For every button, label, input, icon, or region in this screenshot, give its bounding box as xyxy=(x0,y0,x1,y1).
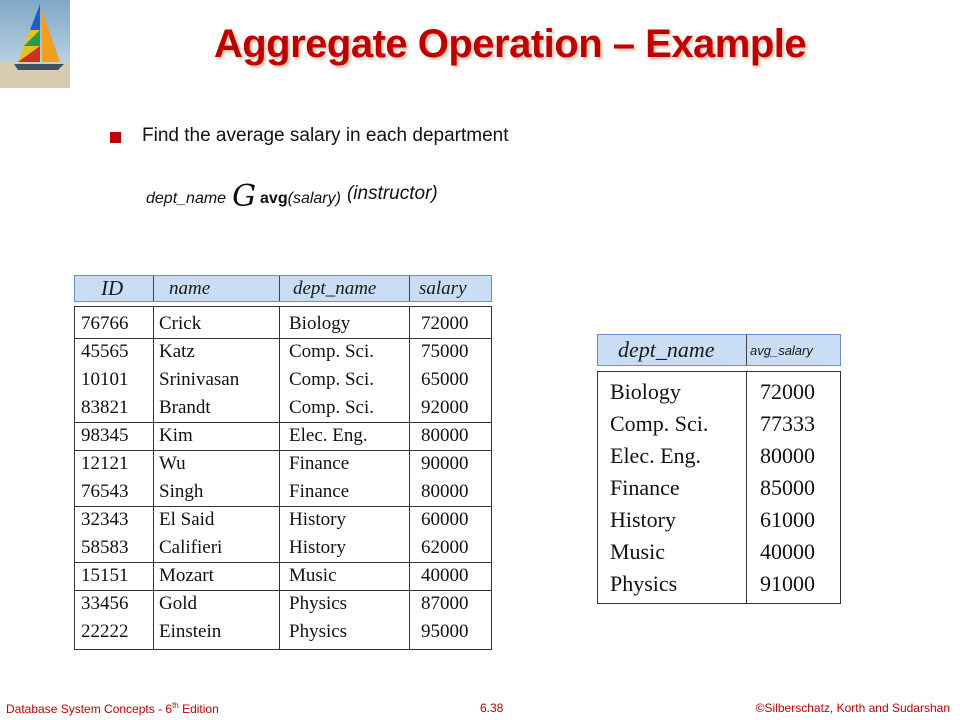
cell-id: 15151 xyxy=(81,565,129,586)
table-row xyxy=(598,442,840,474)
cell-name: Einstein xyxy=(159,621,222,642)
cell-dept: Comp. Sci. xyxy=(289,369,374,390)
footer-book: Database System Concepts - 6 xyxy=(6,702,173,716)
expr-group-attr: dept_name xyxy=(146,190,227,207)
cell-salary: 90000 xyxy=(421,453,469,474)
result-table xyxy=(597,371,841,604)
table-row xyxy=(598,410,840,442)
cell-name: Crick xyxy=(159,313,202,334)
expr-relation: (instructor) xyxy=(346,183,438,204)
table-row xyxy=(75,479,491,507)
cell-avg-salary: 61000 xyxy=(760,507,815,532)
cell-dept: History xyxy=(289,509,346,530)
res-col-dept: dept_name xyxy=(618,337,715,362)
cell-name: Brandt xyxy=(159,397,211,418)
cell-name: Califieri xyxy=(159,537,223,558)
expr-agg-func: avg xyxy=(260,190,288,207)
instructor-table xyxy=(74,306,492,650)
cell-avg-salary: 72000 xyxy=(760,379,815,404)
table-row xyxy=(75,423,491,451)
cell-dept: Physics xyxy=(289,621,348,642)
cell-dept: History xyxy=(289,537,346,558)
cell-salary: 80000 xyxy=(421,481,469,502)
cell-name: Mozart xyxy=(159,565,214,586)
table-row xyxy=(75,591,491,619)
cell-dept: Physics xyxy=(610,571,678,596)
table-row xyxy=(598,506,840,538)
cell-id: 22222 xyxy=(81,621,129,642)
cell-dept: Finance xyxy=(289,481,350,502)
table-row xyxy=(75,339,491,367)
instructor-table-header xyxy=(74,275,492,302)
cell-dept: Biology xyxy=(289,313,351,334)
table-row xyxy=(75,451,491,479)
cell-salary: 87000 xyxy=(421,593,469,614)
cell-avg-salary: 40000 xyxy=(760,539,815,564)
table-row xyxy=(75,395,491,423)
cell-salary: 95000 xyxy=(421,621,469,642)
cell-dept: Elec. Eng. xyxy=(289,425,368,446)
cell-avg-salary: 80000 xyxy=(760,443,815,468)
cell-avg-salary: 77333 xyxy=(760,411,815,436)
cell-avg-salary: 85000 xyxy=(760,475,815,500)
cell-dept: History xyxy=(610,507,676,532)
cell-id: 76766 xyxy=(81,313,129,334)
cell-id: 33456 xyxy=(81,593,129,614)
res-col-avg: avg_salary xyxy=(750,342,813,358)
cell-id: 32343 xyxy=(81,509,129,530)
cell-dept: Physics xyxy=(289,593,348,614)
cell-name: El Said xyxy=(159,509,215,530)
cell-dept: Finance xyxy=(289,453,350,474)
inst-col-dept: dept_name xyxy=(293,277,377,299)
cell-name: Srinivasan xyxy=(159,369,240,390)
cell-salary: 72000 xyxy=(421,313,469,334)
table-row xyxy=(598,538,840,570)
aggregate-expression xyxy=(146,176,438,214)
cell-salary: 92000 xyxy=(421,397,469,418)
footer-book-title xyxy=(6,701,219,716)
cell-salary: 80000 xyxy=(421,425,469,446)
cell-name: Katz xyxy=(159,341,195,362)
table-row xyxy=(598,474,840,506)
cell-salary: 40000 xyxy=(421,565,469,586)
expr-agg-arg: (salary) xyxy=(287,190,341,207)
table-row xyxy=(598,570,840,602)
result-table-header xyxy=(597,334,841,366)
table-row xyxy=(75,563,491,591)
cell-dept: Music xyxy=(289,565,337,586)
inst-col-name: name xyxy=(169,277,211,299)
cell-name: Wu xyxy=(159,453,186,474)
table-row xyxy=(75,367,491,395)
footer-edition-sup: th xyxy=(172,701,179,710)
slide-title: Aggregate Operation – Example xyxy=(213,22,807,66)
cell-id: 58583 xyxy=(81,537,129,558)
cell-id: 12121 xyxy=(81,453,129,474)
cell-id: 98345 xyxy=(81,425,129,446)
cell-dept: Comp. Sci. xyxy=(289,341,374,362)
cell-dept: Elec. Eng. xyxy=(610,443,702,468)
sailboat-logo-image xyxy=(0,0,70,88)
table-row xyxy=(75,535,491,563)
table-row xyxy=(75,619,491,647)
bullet-square-icon xyxy=(110,132,121,143)
footer-edition-word: Edition xyxy=(178,702,219,716)
cell-name: Gold xyxy=(159,593,197,614)
cell-id: 76543 xyxy=(81,481,129,502)
cell-salary: 65000 xyxy=(421,369,469,390)
bullet-text: Find the average salary in each department xyxy=(142,125,509,146)
cell-dept: Comp. Sci. xyxy=(610,411,709,436)
cell-dept: Biology xyxy=(610,379,681,404)
inst-col-id: ID xyxy=(101,276,124,300)
cell-salary: 60000 xyxy=(421,509,469,530)
cell-avg-salary: 91000 xyxy=(760,571,815,596)
cell-name: Kim xyxy=(159,425,193,446)
cell-dept: Finance xyxy=(610,475,680,500)
inst-col-salary: salary xyxy=(419,277,467,299)
cell-salary: 75000 xyxy=(421,341,469,362)
cell-salary: 62000 xyxy=(421,537,469,558)
cell-dept: Comp. Sci. xyxy=(289,397,374,418)
table-row xyxy=(75,507,491,535)
footer-page-number: 6.38 xyxy=(480,701,504,715)
table-row xyxy=(75,311,491,339)
cell-id: 10101 xyxy=(81,369,129,390)
footer-copyright: ©Silberschatz, Korth and Sudarshan xyxy=(755,701,950,715)
expr-g-symbol: G xyxy=(232,179,257,214)
cell-dept: Music xyxy=(610,539,665,564)
cell-id: 83821 xyxy=(81,397,129,418)
cell-id: 45565 xyxy=(81,341,129,362)
table-row xyxy=(598,378,840,410)
cell-name: Singh xyxy=(159,481,204,502)
